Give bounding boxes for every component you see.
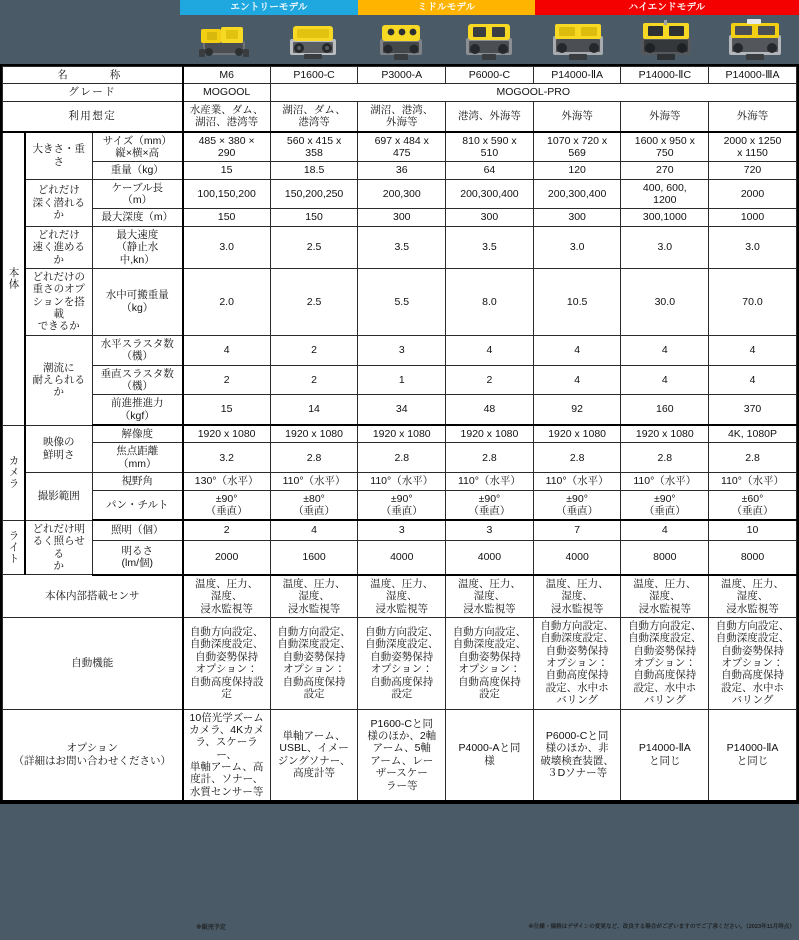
table-row-usage — [3, 101, 797, 131]
category-label-camera: カメラ — [3, 425, 25, 520]
banner-high-end-model — [535, 0, 799, 15]
cell-fov-4: 110°（水平） — [533, 473, 621, 490]
cell-focal-4: 2.8 — [533, 443, 621, 473]
cell-size-6: 2000 x 1250 x 1150 — [709, 132, 797, 162]
cell-thrust-6: 370 — [709, 395, 797, 425]
rov-photo-icon — [726, 19, 784, 63]
cell-payload-1: 2.5 — [270, 268, 358, 335]
row-label-usage: 利用想定 — [3, 101, 183, 131]
usage-value-5: 外海等 — [621, 101, 709, 131]
cell-size-0: 485 × 380 × 290 — [183, 132, 271, 162]
cell-pantilt-3: ±90° （垂直） — [446, 490, 534, 520]
rov-photo-icon — [637, 19, 695, 63]
product-photo-m6 — [180, 15, 268, 64]
cell-vthr-2: 1 — [358, 365, 446, 395]
table-row-horizontal-thrusters — [3, 335, 797, 365]
item-label-weight: 重量（kg） — [93, 162, 183, 179]
table-row-product-name — [3, 67, 797, 84]
cell-payload-4: 10.5 — [533, 268, 621, 335]
cell-fov-6: 110°（水平） — [709, 473, 797, 490]
rov-photo-icon — [372, 19, 430, 63]
cell-auto-2: 自動方向設定、 自動深度設定、 自動姿勢保持 オプション： 自動高度保持 設定 — [358, 617, 446, 709]
model-tier-banner-row — [0, 0, 799, 15]
cell-fov-2: 110°（水平） — [358, 473, 446, 490]
cell-res-5: 1920 x 1080 — [621, 425, 709, 443]
cell-lumens-3: 4000 — [446, 540, 534, 574]
spec-comparison-table — [2, 66, 797, 802]
product-photo-p14000-2c — [622, 15, 710, 64]
cell-size-4: 1070 x 720 x 569 — [533, 132, 621, 162]
product-photo-row — [0, 15, 799, 64]
cell-vthr-5: 4 — [621, 365, 709, 395]
table-row-focal-length — [3, 443, 797, 473]
item-label-max-depth: 最大深度（m） — [93, 209, 183, 226]
table-row-max-speed — [3, 226, 797, 268]
cell-weight-5: 270 — [621, 162, 709, 179]
spec-table-container — [0, 64, 799, 804]
table-row-size — [3, 132, 797, 162]
item-label-focal-length: 焦点距離 （mm） — [93, 443, 183, 473]
usage-value-6: 外海等 — [709, 101, 797, 131]
product-header-2: P3000-A — [358, 67, 446, 84]
cell-payload-3: 8.0 — [446, 268, 534, 335]
cell-cable-2: 200,300 — [358, 179, 446, 209]
cell-hthr-0: 4 — [183, 335, 271, 365]
cell-vthr-3: 2 — [446, 365, 534, 395]
group-label-brightness: どれだけ明 るく照らせる か — [25, 520, 93, 575]
cell-fov-5: 110°（水平） — [621, 473, 709, 490]
cell-size-1: 560 x 415 x 358 — [270, 132, 358, 162]
cell-sensors-0: 温度、圧力、 湿度、 浸水監視等 — [183, 575, 271, 618]
item-label-forward-thrust: 前進推進力 （kgf） — [93, 395, 183, 425]
product-header-4: P14000-ⅡA — [533, 67, 621, 84]
cell-options-3: P4000-Aと同 様 — [446, 709, 534, 801]
cell-weight-2: 36 — [358, 162, 446, 179]
cell-lightcnt-2: 3 — [358, 520, 446, 540]
product-header-5: P14000-ⅡC — [621, 67, 709, 84]
cell-pantilt-5: ±90° （垂直） — [621, 490, 709, 520]
item-label-horizontal-thrusters: 水平スラスタ数 （機） — [93, 335, 183, 365]
footer-notes — [0, 918, 799, 940]
cell-res-1: 1920 x 1080 — [270, 425, 358, 443]
cell-payload-2: 5.5 — [358, 268, 446, 335]
cell-depth-3: 300 — [446, 209, 534, 226]
cell-hthr-4: 4 — [533, 335, 621, 365]
cell-auto-5: 自動方向設定、 自動深度設定、 自動姿勢保持 オプション： 自動高度保持 設定、水中ホ バリング — [621, 617, 709, 709]
cell-lumens-1: 1600 — [270, 540, 358, 574]
row-label-options: オプション （詳細はお問い合わせください） — [3, 709, 183, 801]
cell-depth-5: 300,1000 — [621, 209, 709, 226]
cell-hthr-5: 4 — [621, 335, 709, 365]
product-header-0: M6 — [183, 67, 271, 84]
photo-spacer — [0, 15, 180, 64]
cell-res-0: 1920 x 1080 — [183, 425, 271, 443]
product-header-3: P6000-C — [446, 67, 534, 84]
cell-pantilt-2: ±90° （垂直） — [358, 490, 446, 520]
cell-thrust-0: 15 — [183, 395, 271, 425]
cell-speed-6: 3.0 — [709, 226, 797, 268]
cell-thrust-3: 48 — [446, 395, 534, 425]
cell-speed-5: 3.0 — [621, 226, 709, 268]
usage-value-3: 港湾、外海等 — [446, 101, 534, 131]
cell-speed-0: 3.0 — [183, 226, 271, 268]
cell-hthr-3: 4 — [446, 335, 534, 365]
cell-cable-6: 2000 — [709, 179, 797, 209]
table-row-pan-tilt — [3, 490, 797, 520]
cell-focal-5: 2.8 — [621, 443, 709, 473]
grade-value-0: MOGOOL — [183, 84, 271, 101]
cell-weight-3: 64 — [446, 162, 534, 179]
group-label-speed: どれだけ 速く進める か — [25, 226, 93, 268]
banner-spacer — [0, 0, 180, 15]
cell-thrust-1: 14 — [270, 395, 358, 425]
item-label-cable-length: ケーブル長 （m） — [93, 179, 183, 209]
cell-cable-5: 400, 600, 1200 — [621, 179, 709, 209]
grade-value-rest: MOGOOL-PRO — [270, 84, 796, 101]
cell-sensors-1: 温度、圧力、 湿度、 浸水監視等 — [270, 575, 358, 618]
cell-lightcnt-4: 7 — [533, 520, 621, 540]
usage-value-1: 湖沼、ダム、 港湾等 — [270, 101, 358, 131]
cell-lumens-5: 8000 — [621, 540, 709, 574]
cell-res-3: 1920 x 1080 — [446, 425, 534, 443]
rov-photo-icon — [549, 19, 607, 63]
cell-sensors-2: 温度、圧力、 湿度、 浸水監視等 — [358, 575, 446, 618]
item-label-vertical-thrusters: 垂直スラスタ数 （機） — [93, 365, 183, 395]
cell-lumens-0: 2000 — [183, 540, 271, 574]
cell-sensors-5: 温度、圧力、 湿度、 浸水監視等 — [621, 575, 709, 618]
product-photo-p1600c — [268, 15, 356, 64]
cell-thrust-2: 34 — [358, 395, 446, 425]
group-label-size-weight: 大きさ・重さ — [25, 132, 93, 180]
category-label-light: ライト — [3, 520, 25, 575]
cell-focal-3: 2.8 — [446, 443, 534, 473]
table-row-forward-thrust — [3, 395, 797, 425]
group-label-depth: どれだけ 深く潜れる か — [25, 179, 93, 226]
banner-middle-model — [358, 0, 535, 15]
table-row-options — [3, 709, 797, 801]
cell-depth-6: 1000 — [709, 209, 797, 226]
cell-hthr-1: 2 — [270, 335, 358, 365]
product-photo-p3000a — [357, 15, 445, 64]
cell-depth-0: 150 — [183, 209, 271, 226]
banner-middle-label: ミドルモデル — [417, 1, 476, 13]
table-row-weight — [3, 162, 797, 179]
col-header-name: 名 称 — [3, 67, 183, 84]
cell-cable-0: 100,150,200 — [183, 179, 271, 209]
cell-speed-2: 3.5 — [358, 226, 446, 268]
product-header-1: P1600-C — [270, 67, 358, 84]
cell-cable-3: 200,300,400 — [446, 179, 534, 209]
usage-value-0: 水産業、ダム、 湖沼、港湾等 — [183, 101, 271, 131]
cell-depth-4: 300 — [533, 209, 621, 226]
cell-auto-1: 自動方向設定、 自動深度設定、 自動姿勢保持 オプション： 自動高度保持 設定 — [270, 617, 358, 709]
banner-entry-label: エントリーモデル — [230, 1, 308, 13]
table-row-grade — [3, 84, 797, 101]
row-label-grade: グレード — [3, 84, 183, 101]
product-photo-p14000-2a — [534, 15, 622, 64]
cell-sensors-6: 温度、圧力、 湿度、 浸水監視等 — [709, 575, 797, 618]
cell-pantilt-6: ±60° （垂直） — [709, 490, 797, 520]
item-label-light-count: 照明（個） — [93, 520, 183, 540]
row-label-auto-functions: 自動機能 — [3, 617, 183, 709]
cell-fov-1: 110°（水平） — [270, 473, 358, 490]
cell-focal-0: 3.2 — [183, 443, 271, 473]
group-label-clarity: 映像の 鮮明さ — [25, 425, 93, 473]
table-row-resolution — [3, 425, 797, 443]
item-label-fov: 視野角 — [93, 473, 183, 490]
cell-fov-3: 110°（水平） — [446, 473, 534, 490]
cell-res-2: 1920 x 1080 — [358, 425, 446, 443]
cell-payload-0: 2.0 — [183, 268, 271, 335]
cell-vthr-6: 4 — [709, 365, 797, 395]
item-label-lumens: 明るさ (lm/個) — [93, 540, 183, 574]
product-photo-p14000-3a — [710, 15, 798, 64]
cell-lumens-4: 4000 — [533, 540, 621, 574]
usage-value-2: 湖沼、港湾、 外海等 — [358, 101, 446, 131]
cell-vthr-1: 2 — [270, 365, 358, 395]
cell-options-1: 単軸アーム、 USBL、イメー ジングソナー、 高度計等 — [270, 709, 358, 801]
cell-weight-0: 15 — [183, 162, 271, 179]
cell-cable-1: 150,200,250 — [270, 179, 358, 209]
product-photo-p6000c — [445, 15, 533, 64]
cell-pantilt-4: ±90° （垂直） — [533, 490, 621, 520]
table-row-auto-functions — [3, 617, 797, 709]
footer-note-right: ※仕様・価格はデザインの変更など、改良する場合がございますのでご了承ください。（2023年11月時点） — [528, 924, 795, 930]
cell-options-5: P14000-ⅡA と同じ — [621, 709, 709, 801]
cell-focal-6: 2.8 — [709, 443, 797, 473]
cell-res-4: 1920 x 1080 — [533, 425, 621, 443]
banner-high-end-label: ハイエンドモデル — [628, 1, 706, 13]
group-label-payload: どれだけの 重さのオプ ションを搭載 できるか — [25, 268, 93, 335]
cell-lightcnt-1: 4 — [270, 520, 358, 540]
table-row-lumens — [3, 540, 797, 574]
cell-lightcnt-0: 2 — [183, 520, 271, 540]
table-row-internal-sensors — [3, 575, 797, 618]
group-label-current: 潮流に 耐えられる か — [25, 335, 93, 425]
cell-payload-5: 30.0 — [621, 268, 709, 335]
banner-entry-model — [180, 0, 358, 15]
cell-pantilt-0: ±90° （垂直） — [183, 490, 271, 520]
item-label-pan-tilt: パン・チルト — [93, 490, 183, 520]
cell-hthr-2: 3 — [358, 335, 446, 365]
cell-pantilt-1: ±80° （垂直） — [270, 490, 358, 520]
cell-lumens-2: 4000 — [358, 540, 446, 574]
cell-lumens-6: 8000 — [709, 540, 797, 574]
cell-lightcnt-6: 10 — [709, 520, 797, 540]
item-label-resolution: 解像度 — [93, 425, 183, 443]
cell-sensors-4: 温度、圧力、 湿度、 浸水監視等 — [533, 575, 621, 618]
table-row-fov — [3, 473, 797, 490]
footer-note-left: ※販売予定 — [196, 925, 226, 931]
table-row-max-depth — [3, 209, 797, 226]
cell-auto-3: 自動方向設定、 自動深度設定、 自動姿勢保持 オプション： 自動高度保持 設定 — [446, 617, 534, 709]
cell-auto-4: 自動方向設定、 自動深度設定、 自動姿勢保持 オプション： 自動高度保持 設定、水中ホ バリング — [533, 617, 621, 709]
cell-res-6: 4K, 1080P — [709, 425, 797, 443]
usage-value-4: 外海等 — [533, 101, 621, 131]
cell-auto-6: 自動方向設定、 自動深度設定、 自動姿勢保持 オプション： 自動高度保持 設定、水中ホ バリング — [709, 617, 797, 709]
cell-weight-6: 720 — [709, 162, 797, 179]
row-label-internal-sensors: 本体内部搭載センサ — [3, 575, 183, 618]
cell-weight-4: 120 — [533, 162, 621, 179]
table-row-vertical-thrusters — [3, 365, 797, 395]
cell-size-2: 697 x 484 x 475 — [358, 132, 446, 162]
rov-photo-icon — [195, 19, 253, 63]
item-label-max-speed: 最大速度 （静止水 中,kn） — [93, 226, 183, 268]
category-label-body: 本体 — [3, 132, 25, 426]
cell-speed-4: 3.0 — [533, 226, 621, 268]
cell-sensors-3: 温度、圧力、 湿度、 浸水監視等 — [446, 575, 534, 618]
rov-photo-icon — [460, 19, 518, 63]
cell-payload-6: 70.0 — [709, 268, 797, 335]
cell-lightcnt-5: 4 — [621, 520, 709, 540]
item-label-payload: 水中可搬重量 （kg） — [93, 268, 183, 335]
product-header-6: P14000-ⅢA — [709, 67, 797, 84]
item-label-size: サイズ（mm） 縦×横×高 — [93, 132, 183, 162]
cell-depth-2: 300 — [358, 209, 446, 226]
cell-focal-2: 2.8 — [358, 443, 446, 473]
cell-fov-0: 130°（水平） — [183, 473, 271, 490]
cell-depth-1: 150 — [270, 209, 358, 226]
cell-vthr-0: 2 — [183, 365, 271, 395]
cell-focal-1: 2.8 — [270, 443, 358, 473]
cell-vthr-4: 4 — [533, 365, 621, 395]
cell-lightcnt-3: 3 — [446, 520, 534, 540]
table-row-light-count — [3, 520, 797, 540]
cell-options-4: P6000-Cと同 様のほか、非 破壊検査装置、 ３Dソナー等 — [533, 709, 621, 801]
cell-auto-0: 自動方向設定、 自動深度設定、 自動姿勢保持 オプション： 自動高度保持設 定 — [183, 617, 271, 709]
cell-thrust-5: 160 — [621, 395, 709, 425]
cell-options-6: P14000-ⅡA と同じ — [709, 709, 797, 801]
table-row-cable-length — [3, 179, 797, 209]
rov-photo-icon — [284, 19, 342, 63]
cell-size-5: 1600 x 950 x 750 — [621, 132, 709, 162]
cell-speed-3: 3.5 — [446, 226, 534, 268]
cell-weight-1: 18.5 — [270, 162, 358, 179]
cell-options-2: P1600-Cと同 様のほか、2軸 アーム、5軸 アーム、レー ザースケー ラー等 — [358, 709, 446, 801]
table-row-payload — [3, 268, 797, 335]
cell-options-0: 10倍光学ズーム カメラ、4Kカメ ラ、スケーラー、 単軸アーム、高 度計、ソナー、 水質センサー等 — [183, 709, 271, 801]
cell-size-3: 810 x 590 x 510 — [446, 132, 534, 162]
group-label-coverage: 撮影範囲 — [25, 473, 93, 521]
cell-speed-1: 2.5 — [270, 226, 358, 268]
cell-cable-4: 200,300,400 — [533, 179, 621, 209]
cell-thrust-4: 92 — [533, 395, 621, 425]
cell-hthr-6: 4 — [709, 335, 797, 365]
